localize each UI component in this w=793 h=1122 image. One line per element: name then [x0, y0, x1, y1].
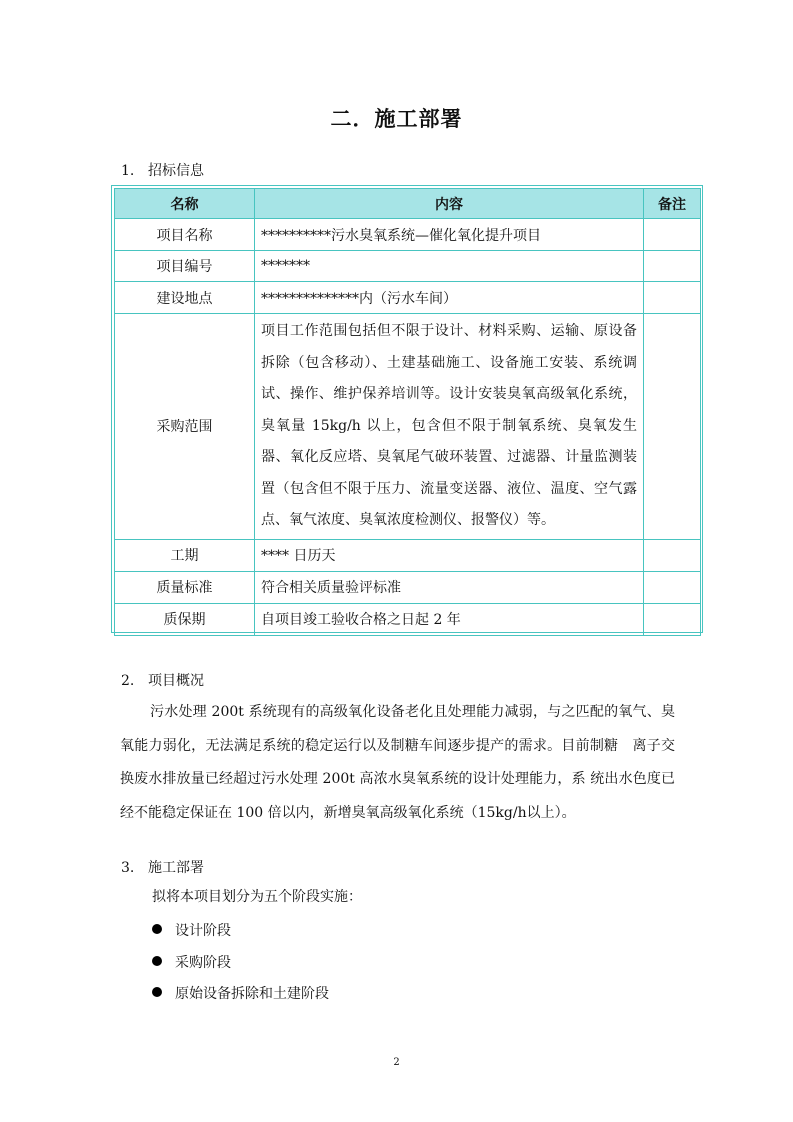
bid-info-table [114, 188, 701, 636]
page-title: 二．施工部署 [330, 107, 463, 131]
row-name-cell: 建设地点 [115, 282, 255, 314]
row-content-cell: **** 日历天 [255, 539, 644, 571]
table-row [115, 539, 701, 571]
row-remark-cell [644, 539, 701, 571]
row-content-cell: **********污水臭氧系统—催化氧化提升项目 [255, 219, 644, 251]
section-heading-project-overview [121, 671, 204, 691]
table-header-row [115, 189, 701, 219]
list-item [152, 917, 329, 949]
row-name-cell: 项目名称 [115, 219, 255, 251]
row-remark-cell [644, 282, 701, 314]
phase-label: 采购阶段 [175, 954, 231, 971]
section-number: 1. [121, 163, 135, 179]
section-number: 3. [121, 860, 135, 876]
row-content-cell: 项目工作范围包括但不限于设计、材料采购、运输、原设备拆除（包含移动）、土建基础施工、设备施工安装、系统调试、操作、维护保养培训等。设计安装臭氧高级氧化系统，臭氧量 15kg/h 以上，包含但不限于制氧系统、臭氧发生器、氧化反应塔、臭氧尾气破环装置、过滤器、计量监测装置（包含但不限于压力、流量变送器、液位、温度、空气露点、氧气浓度、臭氧浓度检测仪、报警仪）等。 [255, 314, 644, 540]
section-label: 项目概况 [148, 673, 204, 689]
deployment-intro: 拟将本项目划分为五个阶段实施： [152, 889, 362, 905]
bullet-dot-icon [152, 956, 162, 966]
bullet-dot-icon [152, 987, 162, 997]
column-header-name: 名称 [115, 189, 255, 219]
table-row [115, 571, 701, 603]
bullet-dot-icon [152, 924, 162, 934]
phase-label: 原始设备拆除和土建阶段 [175, 986, 329, 1002]
section-heading-construction-deployment [121, 858, 204, 878]
section-heading-bid-info [121, 161, 204, 181]
section-label: 施工部署 [148, 860, 204, 876]
row-content-cell: 符合相关质量验评标准 [255, 571, 644, 603]
table-row [115, 314, 701, 540]
table-row [115, 219, 701, 251]
table-row [115, 603, 701, 635]
row-remark-cell [644, 603, 701, 635]
page-number: 2 [393, 1057, 400, 1068]
row-content-cell: 自项目竣工验收合格之日起 2 年 [255, 603, 644, 635]
row-name-cell: 质保期 [115, 603, 255, 635]
table-row [115, 251, 701, 282]
row-name-cell: 项目编号 [115, 251, 255, 282]
row-remark-cell [644, 314, 701, 540]
row-content-cell: **************内（污水车间） [255, 282, 644, 314]
column-header-remark: 备注 [644, 189, 701, 219]
section-label: 招标信息 [148, 163, 204, 179]
column-header-content: 内容 [255, 189, 644, 219]
list-item [152, 980, 329, 1012]
section-number: 2. [121, 673, 135, 689]
phase-label: 设计阶段 [175, 923, 231, 939]
bid-info-table-frame [111, 185, 703, 633]
row-remark-cell [644, 219, 701, 251]
row-remark-cell [644, 251, 701, 282]
project-overview-paragraph: 污水处理 200t 系统现有的高级氧化设备老化且处理能力减弱，与之匹配的氧气、臭氧能力弱化，无法满足系统的稳定运行以及制糖车间逐步提产的需求。目前制糖 离子交换废水排放量已经超过污水处理 200t 高浓水臭氧系统的设计处理能力，系 统出水色度已经不能稳定保证在 100 倍以内，新增臭氧高级氧化系统（15kg/h以上）。 [120, 704, 675, 821]
table-row [115, 282, 701, 314]
row-name-cell: 质量标准 [115, 571, 255, 603]
list-item [152, 949, 329, 981]
row-content-cell: ******* [255, 251, 644, 282]
row-name-cell: 采购范围 [115, 314, 255, 540]
phase-list [152, 917, 329, 1012]
row-remark-cell [644, 571, 701, 603]
row-name-cell: 工期 [115, 539, 255, 571]
